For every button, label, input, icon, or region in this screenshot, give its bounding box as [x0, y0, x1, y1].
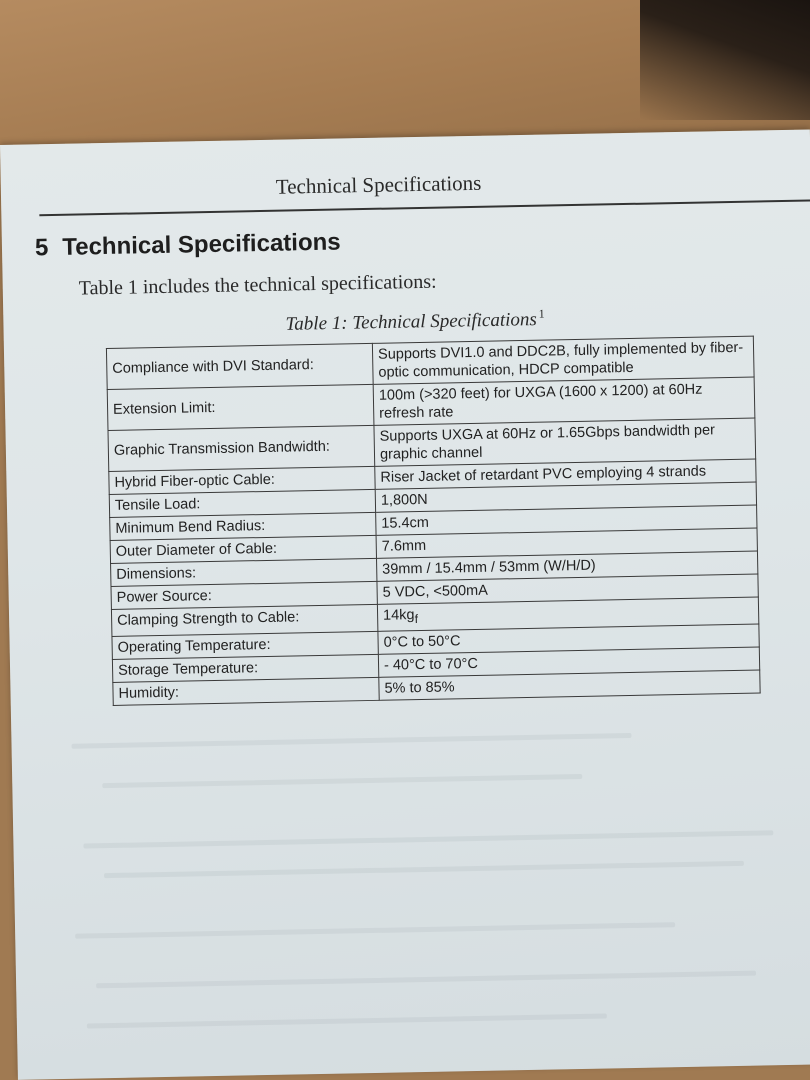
section-heading: [35, 228, 341, 262]
spec-value: 100m (>320 feet) for UXGA (1600 x 1200) at 60Hz refresh rate: [373, 377, 755, 425]
spec-label: Extension Limit:: [107, 384, 374, 430]
table-caption: [285, 307, 545, 336]
spec-value: 15.4cm: [376, 505, 757, 535]
spec-label: Compliance with DVI Standard:: [106, 343, 373, 389]
show-through-line: [75, 922, 675, 939]
spec-value: 0°C to 50°C: [378, 624, 759, 654]
spec-value-main: 14kg: [382, 607, 415, 624]
spec-value: 5% to 85%: [379, 670, 760, 700]
table-caption-footnote: 1: [538, 306, 545, 321]
section-title: Technical Specifications: [62, 228, 341, 261]
show-through-line: [104, 861, 744, 878]
spec-label: Graphic Transmission Bandwidth:: [108, 425, 375, 471]
spec-value: - 40°C to 70°C: [378, 647, 759, 677]
spec-value: Supports UXGA at 60Hz or 1.65Gbps bandwidth per graphic channel: [374, 418, 756, 466]
spec-label: Clamping Strength to Cable:: [111, 604, 377, 636]
spec-label: Hybrid Fiber-optic Cable:: [109, 466, 375, 494]
show-through-line: [87, 1014, 607, 1029]
spec-value: 7.6mm: [376, 528, 757, 558]
spec-value: 5 VDC, <500mA: [377, 574, 758, 604]
dark-corner-shadow: [640, 0, 810, 120]
spec-label: Outer Diameter of Cable:: [110, 535, 376, 563]
intro-text: Table 1 includes the technical specifications:: [78, 270, 437, 300]
show-through-line: [102, 774, 582, 788]
show-through-line: [72, 733, 632, 749]
section-number: 5: [34, 234, 49, 262]
spec-label: Humidity:: [113, 677, 379, 705]
spec-label: Dimensions:: [111, 558, 377, 586]
spec-value: Supports DVI1.0 and DDC2B, fully implemented by fiber-optic communication, HDCP compatible: [372, 336, 754, 384]
header-rule: [39, 199, 810, 216]
spec-label: Operating Temperature:: [112, 631, 378, 659]
running-header: Technical Specifications: [275, 170, 482, 199]
show-through-line: [83, 830, 773, 848]
document-page: [0, 129, 810, 1079]
show-through-line: [96, 971, 756, 989]
spec-value: 39mm / 15.4mm / 53mm (W/H/D): [377, 551, 758, 581]
table-caption-text: Table 1: Technical Specifications: [285, 309, 538, 335]
spec-table: [106, 336, 761, 706]
spec-label: Storage Temperature:: [112, 654, 378, 682]
spec-label: Tensile Load:: [109, 489, 375, 517]
spec-label: Minimum Bend Radius:: [110, 512, 376, 540]
spec-value-subscript: f: [414, 611, 419, 627]
spec-label: Power Source:: [111, 581, 377, 609]
spec-value: 1,800N: [375, 482, 756, 512]
spec-value: Riser Jacket of retardant PVC employing 4 strands: [375, 459, 756, 489]
